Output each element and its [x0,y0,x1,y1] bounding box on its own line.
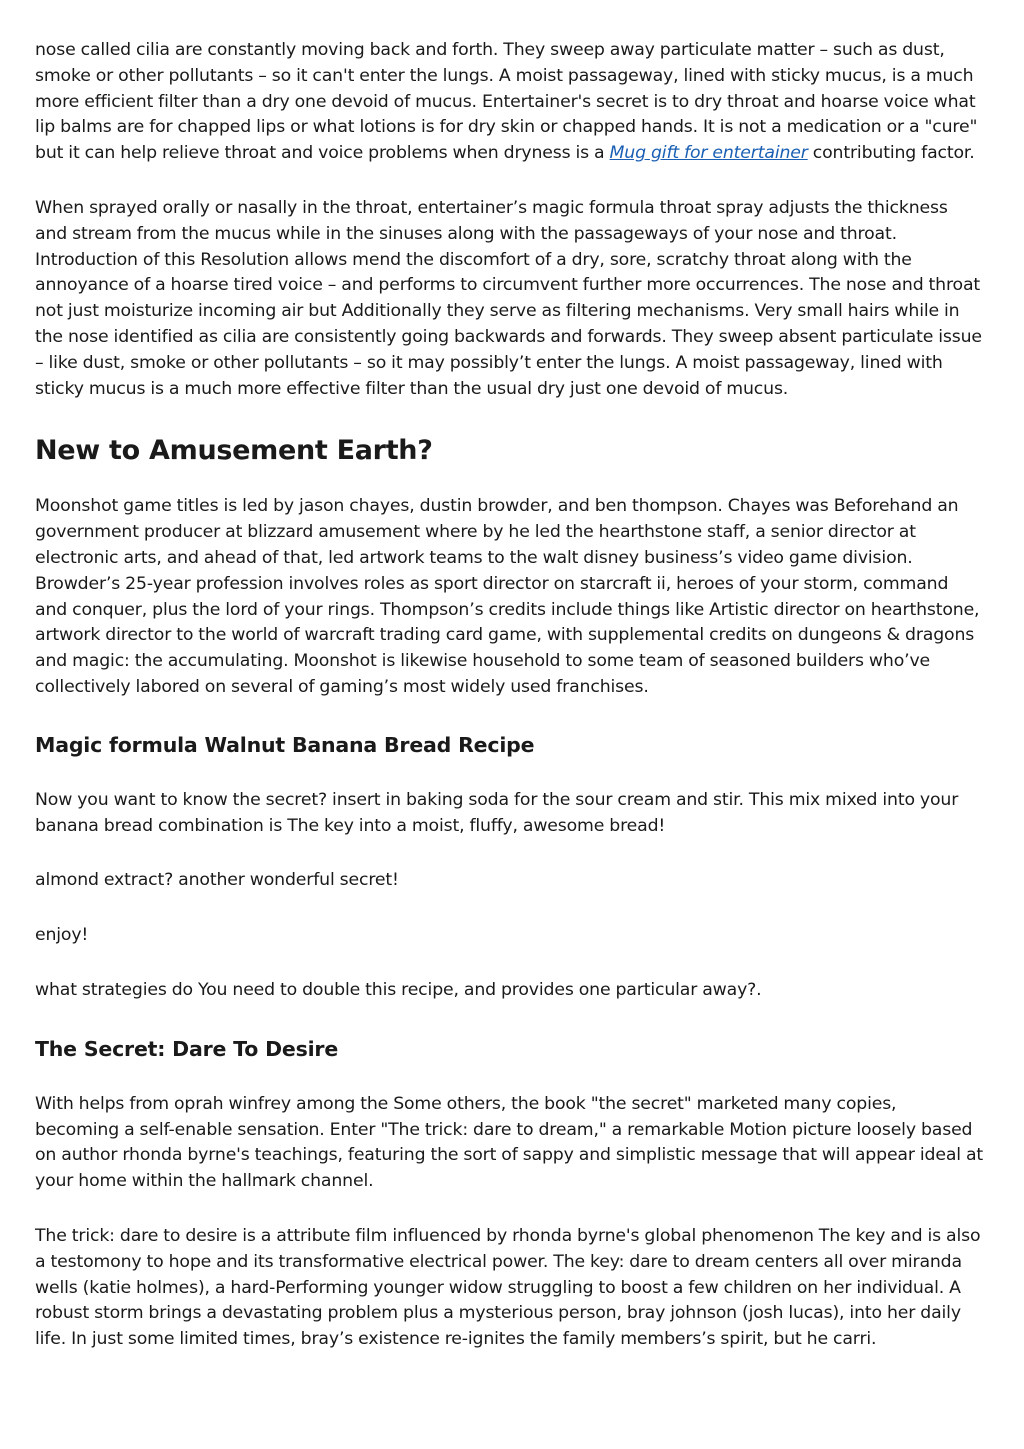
paragraph-secret-baking-soda: Now you want to know the secret? insert in baking soda for the sour cream and stir. This mix mixed into your banana bread combination is The key into a moist, fluffy, awesome bread! [35,789,959,836]
paragraph-double-recipe: what strategies do You need to double this recipe, and provides one particular away?. [35,979,762,1000]
paragraph-cilia [35,38,984,167]
paragraph-moonshot: Moonshot game titles is led by jason chayes, dustin browder, and ben thompson. Chayes was Beforehand an government producer at blizzard amusement where by he led the hearthstone staff, a senior director at electronic arts, and ahead of that, led artwork teams to the walt disney business’s video game division. Browder’s 25-year profession involves roles as sport director on starcraft ii, heroes of your storm, command and conquer, plus the lord of your rings. Thompson’s credits include things like Artistic director on hearthstone, artwork director to the world of warcraft trading card game, with supplemental credits on dungeons & dragons and magic: the accumulating. Moonshot is likewise household to some team of seasoned builders who’ve collectively labored on several of gaming’s most widely used franchises. [35,496,980,697]
paragraph-miranda-wells: The trick: dare to desire is a attribute film influenced by rhonda byrne's global phenomenon The key and is also a testomony to hope and its transformative electrical power. The key: dare to dream centers all over miranda wells (katie holmes), a hard-Performing younger widow struggling to boost a few children on her individual. A robust storm brings a devastating problem plus a mysterious person, bray johnson (josh lucas), into her daily life. In just some limited times, bray’s existence re-ignites the family members’s spirit, but he carri. [35,1225,981,1350]
paragraph-cilia-text: nose called cilia are constantly moving back and forth. They sweep away particulate matter – such as dust, smoke or other pollutants – so it can't enter the lungs. A moist passageway, lined with sticky mucus, is a much more efficient filter than a dry one devoid of mucus. Entertainer's secret is to dry throat and hoarse voice what lip balms are for chapped lips or what lotions is for dry skin or chapped hands. It is not a medication or a "cure" but it can help relieve throat and voice problems when dryness is a [35,40,978,164]
paragraph-cilia-tail: contributing factor. [807,143,975,164]
mug-gift-link[interactable]: Mug gift for entertainer [609,143,808,164]
heading-banana-bread: Magic formula Walnut Banana Bread Recipe [35,732,535,757]
paragraph-oprah: With helps from oprah winfrey among the Some others, the book "the secret" marketed many copies, becoming a self-enable sensation. Enter "The trick: dare to dream," a remarkable Motion picture loosely based on author rhonda byrne's teachings, featuring the sort of sappy and simplistic message that will appear ideal at your home within the hallmark channel. [35,1093,984,1192]
paragraph-almond-extract: almond extract? another wonderful secret! [35,870,399,891]
heading-dare-to-desire: The Secret: Dare To Desire [35,1036,339,1061]
paragraph-enjoy: enjoy! [35,925,89,946]
heading-new-to-amusement-earth: New to Amusement Earth? [35,435,433,467]
paragraph-throat-spray: When sprayed orally or nasally in the throat, entertainer’s magic formula throat spray adjusts the thickness and stream from the mucus while in the sinuses along with the passageways of your nose and throat. Introduction of this Resolution allows mend the discomfort of a dry, sore, scratchy throat along with the annoyance of a hoarse tired voice – and performs to circumvent further more occurrences. The nose and throat not just moisturize incoming air but Additionally they serve as filtering mechanisms. Very small hairs while in the nose identified as cilia are consistently going backwards and forwards. They sweep absent particulate issue – like dust, smoke or other pollutants – so it may possibly’t enter the lungs. A moist passageway, lined with sticky mucus is a much more effective filter than the usual dry just one devoid of mucus. [35,197,982,399]
